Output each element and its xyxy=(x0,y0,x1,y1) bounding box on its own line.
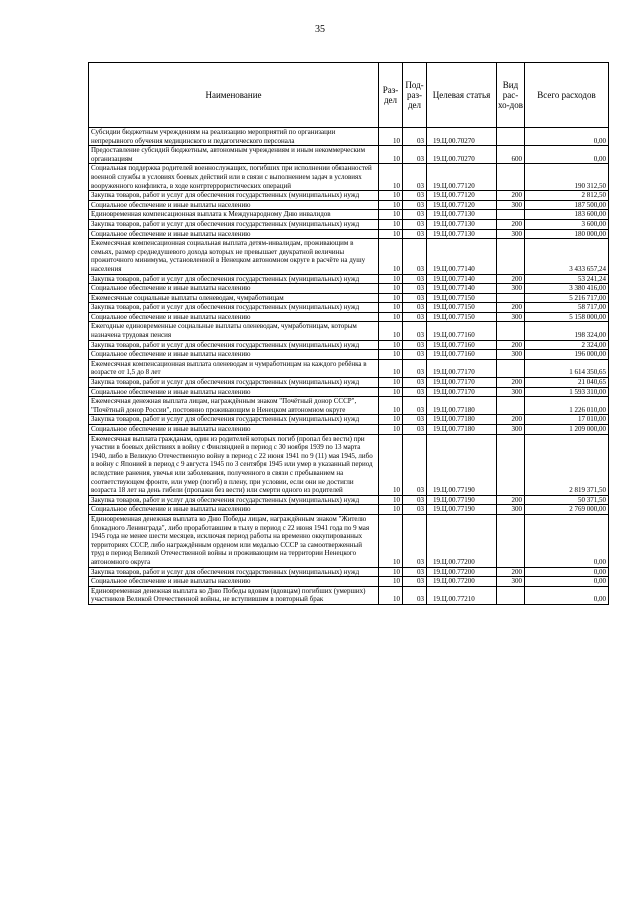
row-article: 19.Ц.00.77190 xyxy=(427,434,497,495)
row-expense-type: 200 xyxy=(497,303,525,313)
row-article: 19.Ц.00.77130 xyxy=(427,210,497,220)
row-section: 10 xyxy=(379,229,403,239)
table-row xyxy=(89,415,609,425)
row-total: 1 209 000,00 xyxy=(525,425,609,435)
row-name: Социальное обеспечение и иные выплаты населению xyxy=(89,387,379,397)
row-name: Социальное обеспечение и иные выплаты населению xyxy=(89,505,379,515)
row-total: 50 371,50 xyxy=(525,495,609,505)
row-expense-type: 300 xyxy=(497,312,525,322)
table-row xyxy=(89,577,609,587)
row-total: 187 500,00 xyxy=(525,200,609,210)
row-total: 198 324,00 xyxy=(525,322,609,340)
row-expense-type: 200 xyxy=(497,415,525,425)
row-section: 10 xyxy=(379,350,403,360)
row-total: 1 226 010,00 xyxy=(525,397,609,415)
table-row xyxy=(89,229,609,239)
row-name: Ежемесячная денежная выплата лицам, награждённым знаком "Почётный донор СССР", "Почётный донор России", постоянно проживающим в Ненецком автономном округе xyxy=(89,397,379,415)
row-article: 19.Ц.00.77200 xyxy=(427,514,497,567)
row-section: 10 xyxy=(379,200,403,210)
row-name: Ежегодные единовременные социальные выплаты оленеводам, чумработницам, которым назначена трудовая пенсия xyxy=(89,322,379,340)
budget-table xyxy=(88,62,609,605)
table-row xyxy=(89,312,609,322)
row-total: 0,00 xyxy=(525,146,609,164)
row-subsection: 03 xyxy=(403,293,427,303)
row-section: 10 xyxy=(379,577,403,587)
row-total: 183 600,00 xyxy=(525,210,609,220)
row-subsection: 03 xyxy=(403,359,427,377)
row-subsection: 03 xyxy=(403,303,427,313)
row-subsection: 03 xyxy=(403,322,427,340)
row-subsection: 03 xyxy=(403,505,427,515)
row-section: 10 xyxy=(379,274,403,284)
row-expense-type xyxy=(497,128,525,146)
row-article: 19.Ц.00.77150 xyxy=(427,303,497,313)
row-section: 10 xyxy=(379,567,403,577)
row-total: 2 819 371,50 xyxy=(525,434,609,495)
row-total: 190 312,50 xyxy=(525,164,609,191)
row-name: Социальное обеспечение и иные выплаты населению xyxy=(89,284,379,294)
row-section: 10 xyxy=(379,387,403,397)
table-row xyxy=(89,239,609,274)
row-total: 2 812,50 xyxy=(525,191,609,201)
row-section: 10 xyxy=(379,378,403,388)
row-article: 19.Ц.00.77140 xyxy=(427,239,497,274)
row-name: Закупка товаров, работ и услуг для обеспечения государственных (муниципальных) нужд xyxy=(89,191,379,201)
row-total: 17 010,00 xyxy=(525,415,609,425)
row-article: 19.Ц.00.77120 xyxy=(427,164,497,191)
row-article: 19.Ц.00.77170 xyxy=(427,359,497,377)
row-total: 196 000,00 xyxy=(525,350,609,360)
table-row xyxy=(89,425,609,435)
row-total: 3 380 416,00 xyxy=(525,284,609,294)
row-subsection: 03 xyxy=(403,340,427,350)
row-article: 19.Ц.00.77200 xyxy=(427,577,497,587)
row-subsection: 03 xyxy=(403,567,427,577)
row-article: 19.Ц.00.77160 xyxy=(427,322,497,340)
row-name: Предоставление субсидий бюджетным, автономным учреждениям и иным некоммерческим организациям xyxy=(89,146,379,164)
table-row xyxy=(89,219,609,229)
row-expense-type: 200 xyxy=(497,495,525,505)
row-expense-type xyxy=(497,434,525,495)
row-section: 10 xyxy=(379,146,403,164)
row-total: 58 717,00 xyxy=(525,303,609,313)
header-article: Целевая статья xyxy=(427,63,497,128)
page-number: 35 xyxy=(315,24,325,35)
row-total: 0,00 xyxy=(525,577,609,587)
row-section: 10 xyxy=(379,284,403,294)
row-expense-type: 300 xyxy=(497,387,525,397)
row-article: 19.Ц.00.77140 xyxy=(427,274,497,284)
row-expense-type: 200 xyxy=(497,378,525,388)
row-expense-type xyxy=(497,164,525,191)
row-subsection: 03 xyxy=(403,239,427,274)
table-row xyxy=(89,274,609,284)
row-expense-type: 300 xyxy=(497,229,525,239)
table-row xyxy=(89,397,609,415)
table-row xyxy=(89,284,609,294)
row-total: 1 593 310,00 xyxy=(525,387,609,397)
row-name: Закупка товаров, работ и услуг для обеспечения государственных (муниципальных) нужд xyxy=(89,567,379,577)
row-subsection: 03 xyxy=(403,350,427,360)
row-subsection: 03 xyxy=(403,284,427,294)
row-expense-type: 300 xyxy=(497,505,525,515)
table-row xyxy=(89,191,609,201)
row-article: 19.Ц.00.77130 xyxy=(427,229,497,239)
row-subsection: 03 xyxy=(403,425,427,435)
row-section: 10 xyxy=(379,191,403,201)
row-section: 10 xyxy=(379,514,403,567)
row-expense-type xyxy=(497,322,525,340)
table-row xyxy=(89,359,609,377)
row-subsection: 03 xyxy=(403,577,427,587)
row-total: 21 040,65 xyxy=(525,378,609,388)
row-subsection: 03 xyxy=(403,229,427,239)
header-subsection: Под-раз-дел xyxy=(403,63,427,128)
row-name: Социальное обеспечение и иные выплаты населению xyxy=(89,425,379,435)
header-total: Всего расходов xyxy=(525,63,609,128)
row-expense-type xyxy=(497,239,525,274)
row-section: 10 xyxy=(379,415,403,425)
row-total: 3 433 657,24 xyxy=(525,239,609,274)
table-row xyxy=(89,340,609,350)
row-name: Закупка товаров, работ и услуг для обеспечения государственных (муниципальных) нужд xyxy=(89,415,379,425)
row-subsection: 03 xyxy=(403,514,427,567)
table-row xyxy=(89,505,609,515)
row-total: 3 600,00 xyxy=(525,219,609,229)
row-section: 10 xyxy=(379,293,403,303)
row-expense-type: 200 xyxy=(497,219,525,229)
table-row xyxy=(89,128,609,146)
row-name: Единовременная денежная выплата ко Дню Победы вдовам (вдовцам) погибших (умерших) участников Великой Отечественной войны, не вступившим в повторный брак xyxy=(89,586,379,604)
row-expense-type: 300 xyxy=(497,577,525,587)
row-name: Социальная поддержка родителей военнослужащих, погибших при исполнении обязанностей военной службы в условиях боевых действий или в связи с выполнением задач в условиях вооруженного конфликта, в ходе контртеррористических операций xyxy=(89,164,379,191)
row-subsection: 03 xyxy=(403,219,427,229)
row-article: 19.Ц.00.77180 xyxy=(427,397,497,415)
row-name: Закупка товаров, работ и услуг для обеспечения государственных (муниципальных) нужд xyxy=(89,274,379,284)
row-section: 10 xyxy=(379,359,403,377)
row-name: Закупка товаров, работ и услуг для обеспечения государственных (муниципальных) нужд xyxy=(89,219,379,229)
row-expense-type: 200 xyxy=(497,340,525,350)
row-total: 180 000,00 xyxy=(525,229,609,239)
row-expense-type: 200 xyxy=(497,274,525,284)
row-subsection: 03 xyxy=(403,128,427,146)
table-row xyxy=(89,200,609,210)
row-expense-type: 600 xyxy=(497,146,525,164)
row-article: 19.Ц.00.70270 xyxy=(427,146,497,164)
row-article: 19.Ц.00.77160 xyxy=(427,350,497,360)
row-name: Ежемесячная компенсационная выплата оленеводам и чумработницам на каждого ребёнка в возрасте от 1,5 до 8 лет xyxy=(89,359,379,377)
row-expense-type: 200 xyxy=(497,191,525,201)
table-row xyxy=(89,495,609,505)
row-total: 0,00 xyxy=(525,586,609,604)
row-section: 10 xyxy=(379,312,403,322)
row-name: Социальное обеспечение и иные выплаты населению xyxy=(89,200,379,210)
row-name: Ежемесячные социальные выплаты оленеводам, чумработницам xyxy=(89,293,379,303)
table-row xyxy=(89,164,609,191)
row-expense-type xyxy=(497,359,525,377)
row-section: 10 xyxy=(379,219,403,229)
table-row xyxy=(89,293,609,303)
row-section: 10 xyxy=(379,586,403,604)
row-subsection: 03 xyxy=(403,274,427,284)
row-article: 19.Ц.00.77160 xyxy=(427,340,497,350)
row-expense-type xyxy=(497,210,525,220)
row-name: Закупка товаров, работ и услуг для обеспечения государственных (муниципальных) нужд xyxy=(89,340,379,350)
row-article: 19.Ц.00.77120 xyxy=(427,191,497,201)
row-total: 0,00 xyxy=(525,567,609,577)
row-subsection: 03 xyxy=(403,415,427,425)
row-article: 19.Ц.00.77210 xyxy=(427,586,497,604)
row-total: 53 241,24 xyxy=(525,274,609,284)
row-section: 10 xyxy=(379,505,403,515)
row-article: 19.Ц.00.70270 xyxy=(427,128,497,146)
row-total: 5 158 000,00 xyxy=(525,312,609,322)
row-section: 10 xyxy=(379,340,403,350)
row-section: 10 xyxy=(379,164,403,191)
row-expense-type xyxy=(497,514,525,567)
row-section: 10 xyxy=(379,303,403,313)
row-article: 19.Ц.00.77150 xyxy=(427,293,497,303)
table-row xyxy=(89,210,609,220)
row-total: 2 769 000,00 xyxy=(525,505,609,515)
row-section: 10 xyxy=(379,397,403,415)
row-subsection: 03 xyxy=(403,387,427,397)
row-article: 19.Ц.00.77140 xyxy=(427,284,497,294)
table-row xyxy=(89,146,609,164)
table-body xyxy=(89,128,609,605)
row-expense-type xyxy=(497,397,525,415)
row-name: Социальное обеспечение и иные выплаты населению xyxy=(89,577,379,587)
row-expense-type: 200 xyxy=(497,567,525,577)
header-section: Раз-дел xyxy=(379,63,403,128)
row-article: 19.Ц.00.77170 xyxy=(427,387,497,397)
row-section: 10 xyxy=(379,434,403,495)
row-subsection: 03 xyxy=(403,191,427,201)
row-subsection: 03 xyxy=(403,146,427,164)
row-total: 2 324,00 xyxy=(525,340,609,350)
row-expense-type: 300 xyxy=(497,200,525,210)
header-row xyxy=(89,63,609,128)
row-expense-type: 300 xyxy=(497,350,525,360)
row-name: Ежемесячная выплата гражданам, один из родителей которых погиб (пропал без вести) при участии в боевых действиях в войну с Финляндией в период с 30 ноября 1939 по 13 марта 1940, либо в Великую Отечественную войну в период с 22 июня 1941 по 9 (11) мая 1945, либо в войну с Японией в период с 9 августа 1945 по 3 сентября 1945 или умер в указанный период вследствие ранения, увечья или заболевания, полученного в связи с пребыванием на соответствующем фронте, или умер (погиб) в плену, при условии, если они не достигли возраста 18 лет на день гибели (пропажи без вести) или смерти одного из родителей xyxy=(89,434,379,495)
row-name: Субсидии бюджетным учреждениям на реализацию мероприятий по организации непрерывного обучения медицинского и педагогического персонала xyxy=(89,128,379,146)
row-expense-type: 300 xyxy=(497,284,525,294)
table-row xyxy=(89,567,609,577)
row-total: 0,00 xyxy=(525,128,609,146)
row-article: 19.Ц.00.77200 xyxy=(427,567,497,577)
row-article: 19.Ц.00.77130 xyxy=(427,219,497,229)
row-expense-type xyxy=(497,586,525,604)
row-subsection: 03 xyxy=(403,312,427,322)
row-subsection: 03 xyxy=(403,200,427,210)
row-subsection: 03 xyxy=(403,397,427,415)
row-name: Единовременная денежная выплата ко Дню Победы лицам, награждённым знаком "Жителю блокадного Ленинграда", либо проработавшим в тылу в период с 22 июня 1941 года по 9 мая 1945 года не менее шести месяцев, исключая период работы на временно оккупированных территориях СССР, либо награждённым орденом или медалью СССР за самоотверженный труд в период Великой Отечественной войны и проживающим на территории Ненецкого автономного округа xyxy=(89,514,379,567)
row-name: Закупка товаров, работ и услуг для обеспечения государственных (муниципальных) нужд xyxy=(89,303,379,313)
row-section: 10 xyxy=(379,322,403,340)
row-article: 19.Ц.00.77180 xyxy=(427,415,497,425)
row-name: Ежемесячная компенсационная социальная выплата детям-инвалидам, проживающим в семьях, размер среднедушевого дохода которых не превышает двукратной величины прожиточного минимума, установленной в Ненецком автономном округе в расчёте на душу населения xyxy=(89,239,379,274)
table-row xyxy=(89,586,609,604)
row-section: 10 xyxy=(379,495,403,505)
row-subsection: 03 xyxy=(403,164,427,191)
row-name: Закупка товаров, работ и услуг для обеспечения государственных (муниципальных) нужд xyxy=(89,495,379,505)
row-name: Социальное обеспечение и иные выплаты населению xyxy=(89,229,379,239)
row-article: 19.Ц.00.77170 xyxy=(427,378,497,388)
row-article: 19.Ц.00.77180 xyxy=(427,425,497,435)
row-expense-type: 300 xyxy=(497,425,525,435)
table-row xyxy=(89,303,609,313)
row-name: Закупка товаров, работ и услуг для обеспечения государственных (муниципальных) нужд xyxy=(89,378,379,388)
row-section: 10 xyxy=(379,210,403,220)
row-subsection: 03 xyxy=(403,586,427,604)
row-total: 1 614 350,65 xyxy=(525,359,609,377)
table-row xyxy=(89,514,609,567)
table-row xyxy=(89,387,609,397)
row-name: Единовременная компенсационная выплата к Международному Дню инвалидов xyxy=(89,210,379,220)
row-section: 10 xyxy=(379,239,403,274)
row-name: Социальное обеспечение и иные выплаты населению xyxy=(89,350,379,360)
row-article: 19.Ц.00.77190 xyxy=(427,495,497,505)
header-name: Наименование xyxy=(89,63,379,128)
table-row xyxy=(89,350,609,360)
row-subsection: 03 xyxy=(403,495,427,505)
row-section: 10 xyxy=(379,425,403,435)
row-total: 0,00 xyxy=(525,514,609,567)
row-subsection: 03 xyxy=(403,210,427,220)
row-total: 5 216 717,00 xyxy=(525,293,609,303)
row-article: 19.Ц.00.77190 xyxy=(427,505,497,515)
row-subsection: 03 xyxy=(403,378,427,388)
row-expense-type xyxy=(497,293,525,303)
table-row xyxy=(89,434,609,495)
row-name: Социальное обеспечение и иные выплаты населению xyxy=(89,312,379,322)
table-row xyxy=(89,378,609,388)
row-subsection: 03 xyxy=(403,434,427,495)
row-section: 10 xyxy=(379,128,403,146)
row-article: 19.Ц.00.77150 xyxy=(427,312,497,322)
row-article: 19.Ц.00.77120 xyxy=(427,200,497,210)
table-row xyxy=(89,322,609,340)
header-expense-type: Вид рас-хо-дов xyxy=(497,63,525,128)
